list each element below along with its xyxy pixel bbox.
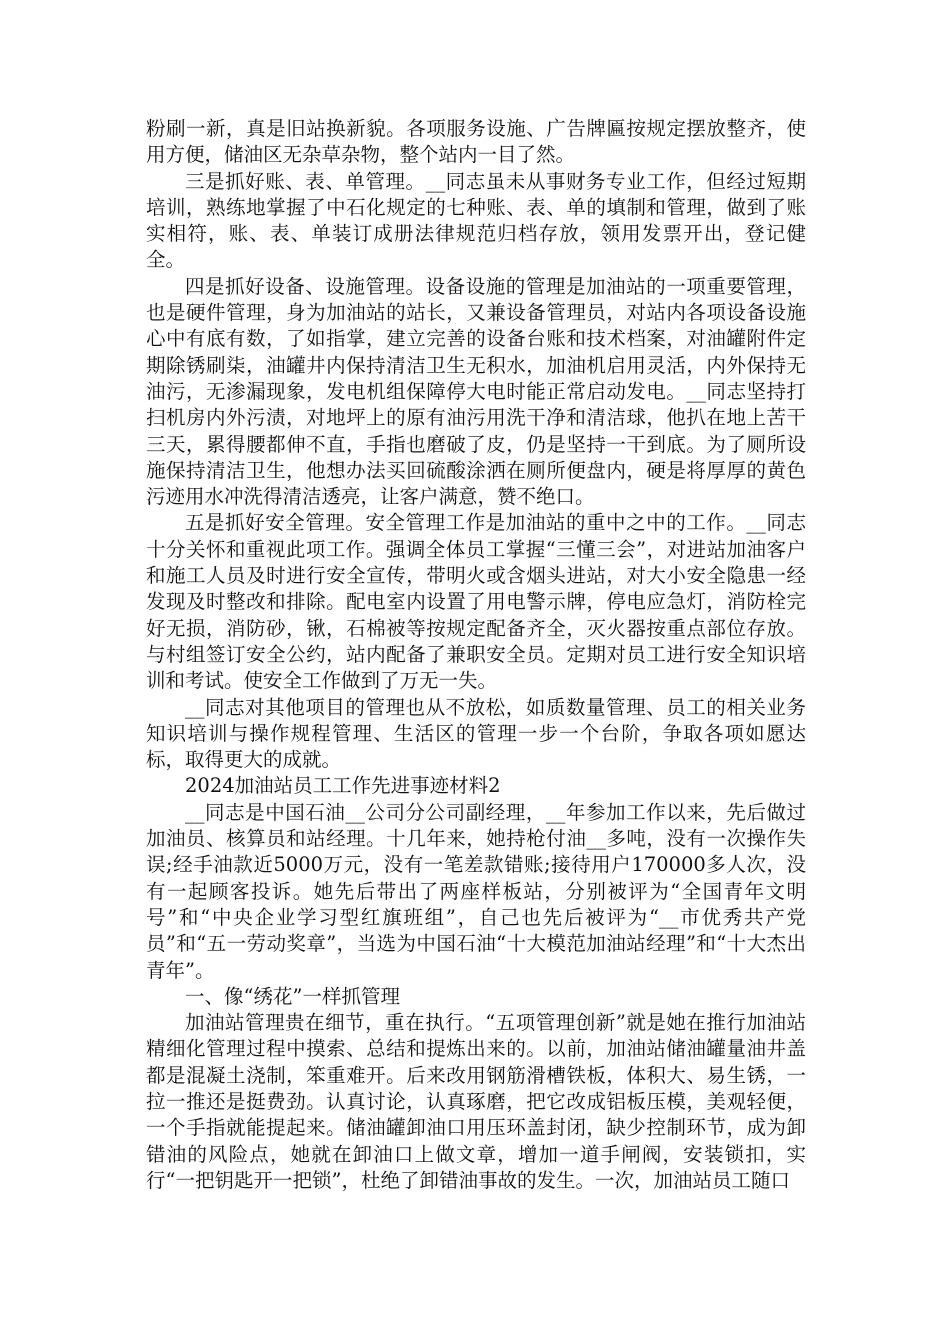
paragraph-management-details: 加油站管理贵在细节，重在执行。“五项管理创新”就是她在推行加油站精细化管理过程中摸索、总结和提炼出来的。以前，加油站储油罐量油井盖都是混凝土浇制，笨重难开。后来改用钢筋滑槽铁板，体积大、易生锈，一拉一推还是挺费劲。认真讨论，认真琢磨，把它改成铝板压模，美观轻便，一个手指就能提起来。储油罐卸油口用压环盖封闭，缺少控制环节，成为卸错油的风险点，她就在卸油口上做文章，增加一道手闸阀，安装锁扣，实行“一把钥匙开一把锁”，杜绝了卸错油事故的发生。一次，加油站员工随口 <box>146 1011 806 1192</box>
document-page <box>146 116 806 1194</box>
paragraph-equipment-management: 四是抓好设备、设施管理。设备设施的管理是加油站的一项重要管理，也是硬件管理，身为加油站的站长，又兼设备管理员，对站内各项设备设施心中有底有数，了如指掌，建立完善的设备台账和技术档案，对油罐附件定期除锈刷柒，油罐井内保持清洁卫生无积水，加油机启用灵活，内外保持无油污，无渗漏现象，发电机组保障停大电时能正常启动发电。__同志坚持打扫机房内外污渍，对地坪上的原有油污用洗干净和清洁球，他扒在地上苦干三天，累得腰都伸不直，手指也磨破了皮，仍是坚持一干到底。为了厕所设施保持清洁卫生，他想办法买回硫酸涂洒在厕所便盘内，硬是将厚厚的黄色污迹用水冲洗得清洁透亮，让客户满意，赞不绝口。 <box>146 274 806 509</box>
paragraph-introduction: __同志是中国石油__公司分公司副经理，__年参加工作以来，先后做过加油员、核算员和站经理。十几年来，她持枪付油__多吨，没有一次操作失误;经手油款近5000万元，没有一笔差款错账;接待用户170000多人次，没有一起顾客投诉。她先后带出了两座样板站，分别被评为“全国青年文明号”和“中央企业学习型红旗班组”，自己也先后被评为“__市优秀共产党员”和“五一劳动奖章”，当选为中国石油“十大模范加油站经理”和“十大杰出青年”。 <box>146 800 806 982</box>
paragraph-accounts-management: 三是抓好账、表、单管理。__同志虽未从事财务专业工作，但经过短期培训，熟练地掌握了中石化规定的七种账、表、单的填制和管理，做到了账实相符，账、表、单装订成册法律规范归档存放，领用发票开出，登记健全。 <box>146 169 806 272</box>
section-title: 2024加油站员工工作先进事迹材料2 <box>185 774 501 798</box>
paragraph-continuation: 粉刷一新，真是旧站换新貌。各项服务设施、广告牌匾按规定摆放整齐，使用方便，储油区无杂草杂物，整个站内一目了然。 <box>146 117 806 167</box>
paragraph-other-management: __同志对其他项目的管理也从不放松，如质数量管理、员工的相关业务知识培训与操作规程管理、生活区的管理一步一个台阶，争取各项如愿达标，取得更大的成就。 <box>146 695 806 772</box>
subsection-title: 一、像“绣花”一样抓管理 <box>185 984 400 1008</box>
paragraph-safety-management: 五是抓好安全管理。安全管理工作是加油站的重中之中的工作。__同志十分关怀和重视此项工作。强调全体员工掌握“三懂三会”，对进站加油客户和施工人员及时进行安全宣传，带明火或含烟头进站，对大小安全隐患一经发现及时整改和排除。配电室内设置了用电警示牌，停电应急灯，消防栓完好无损，消防砂，锹，石棉被等按规定配备齐全，灭火器按重点部位存放。与村组签订安全公约，站内配备了兼职安全员。定期对员工进行安全知识培训和考试。使安全工作做到了万无一失。 <box>146 511 806 693</box>
